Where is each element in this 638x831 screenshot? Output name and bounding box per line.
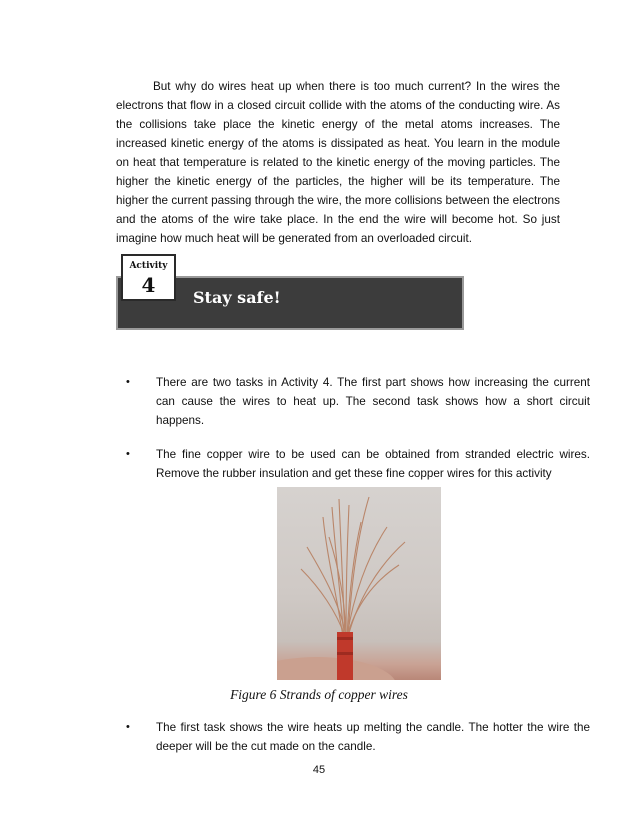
bullet-icon: •	[126, 721, 130, 733]
copper-wires-photo	[277, 487, 441, 680]
figure-caption: Figure 6 Strands of copper wires	[230, 687, 408, 702]
bullet-text: The fine copper wire to be used can be obtained from stranded electric wires. Remove the rubber insulation and get these fine copper wires for this activity	[156, 448, 590, 480]
activity-number: 4	[141, 273, 156, 297]
activity-badge	[121, 254, 176, 301]
activity-label: Activity	[129, 261, 168, 271]
body-paragraph: But why do wires heat up when there is too much current? In the wires the electrons that flow in a closed circuit collide with the atoms of the conducting wire. As the collisions take place the kinetic energy of the metal atoms increases. The increased kinetic energy of the atoms is dissipated as heat. You learn in the module on heat that temperature is related to the kinetic energy of the moving particles. The higher the kinetic energy of the particles, the higher will be its temperature. The higher the current passing through the wire, the more collisions between the electrons and the atoms of the wire take place. In the end the wire will become hot. So just imagine how much heat will be generated from an overloaded circuit.	[116, 80, 560, 245]
bullet-item	[126, 445, 590, 483]
bullet-icon: •	[126, 448, 130, 460]
bullet-text: There are two tasks in Activity 4. The first part shows how increasing the current can cause the wires to heat up. The second task shows how a short circuit happens.	[156, 376, 590, 427]
bullet-item	[126, 718, 590, 756]
bullet-item	[126, 373, 590, 430]
page-number: 45	[312, 764, 326, 776]
copper-wires-illustration	[277, 487, 441, 680]
bullet-text: The first task shows the wire heats up melting the candle. The hotter the wire the deeper will be the cut made on the candle.	[156, 721, 590, 753]
bullet-icon: •	[126, 376, 130, 388]
activity-title: Stay safe!	[193, 288, 281, 307]
wire-strands	[301, 497, 405, 637]
